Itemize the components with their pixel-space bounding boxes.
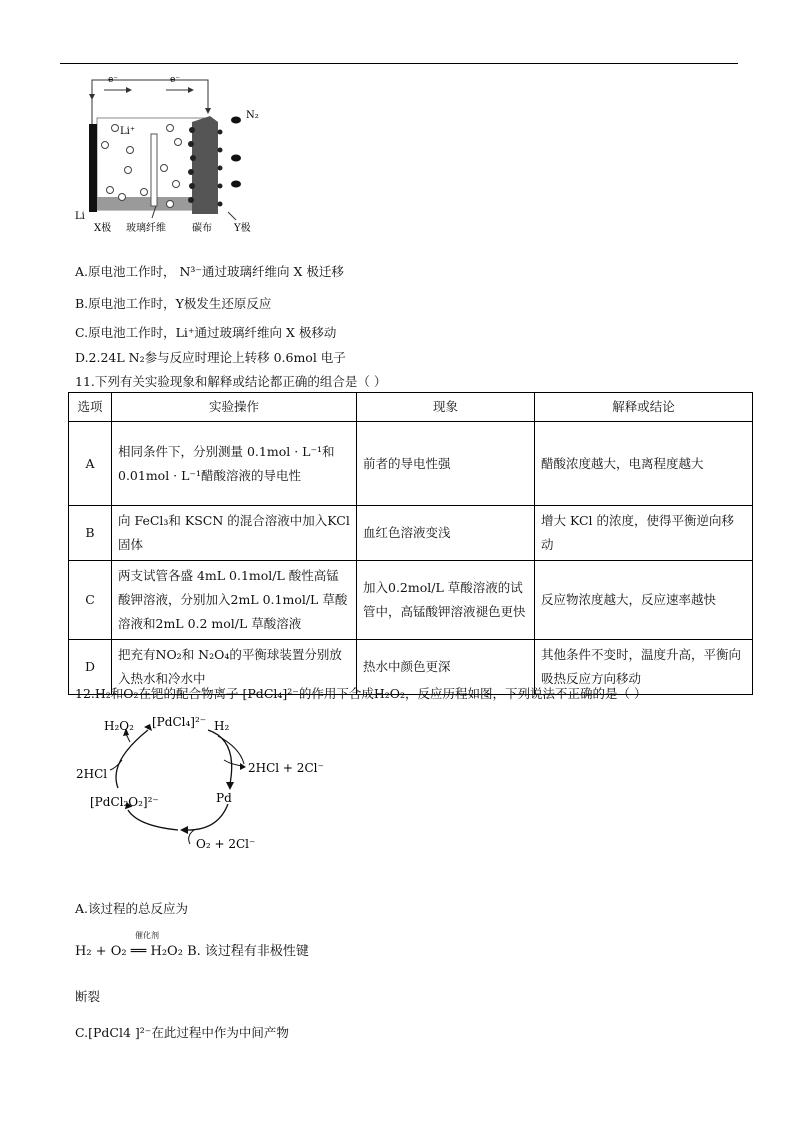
pdcl4-label: [PdCl₄]²⁻ — [152, 715, 207, 729]
carbon-cloth — [192, 116, 218, 214]
battery-diagram — [70, 72, 270, 237]
row-operation: 相同条件下，分别测量 0.1mol · L⁻¹和 0.01mol · L⁻¹醋酸溶液的导电性 — [112, 422, 357, 506]
electron-label-left: e⁻ — [108, 75, 119, 85]
row-option: B — [69, 506, 112, 561]
header-rule — [60, 63, 738, 64]
row-phenomenon: 加入0.2mol/L 草酸溶液的试管中，高锰酸钾溶液褪色更快 — [357, 561, 535, 640]
row-phenomenon: 血红色溶液变浅 — [357, 506, 535, 561]
row-phenomenon: 前者的导电性强 — [357, 422, 535, 506]
header-option: 选项 — [69, 393, 112, 422]
li-electrode — [89, 124, 97, 212]
row-conclusion: 其他条件不变时，温度升高，平衡向吸热反应方向移动 — [535, 640, 753, 695]
table-row — [69, 422, 753, 506]
row-conclusion: 醋酸浓度越大，电离程度越大 — [535, 422, 753, 506]
row-operation: 两支试管各盛 4mL 0.1mol/L 酸性高锰酸钾溶液，分别加入2mL 0.1mol/L 草酸溶液和2mL 0.2 mol/L 草酸溶液 — [112, 561, 357, 640]
row-operation: 向 FeCl₃和 KSCN 的混合溶液中加入KCl固体 — [112, 506, 357, 561]
glass-fiber — [151, 134, 157, 206]
h2o2-label: H₂O₂ — [104, 719, 134, 733]
q10-option-b: B.原电池工作时，Y极发生还原反应 — [75, 296, 272, 311]
q12-option-b: B. 该过程有非极性键 — [187, 944, 309, 959]
table-header-row — [69, 393, 753, 422]
q11-table — [68, 392, 753, 695]
header-conclusion: 解释或结论 — [535, 393, 753, 422]
row-operation: 把充有NO₂和 N₂O₄的平衡球装置分别放入热水和冷水中 — [112, 640, 357, 695]
q12-option-a: A.该过程的总反应为 — [75, 901, 189, 916]
n2-label: N₂ — [246, 110, 259, 121]
row-option: C — [69, 561, 112, 640]
q11-stem: 11.下列有关实验现象和解释或结论都正确的组合是（ ） — [75, 374, 387, 389]
glass-fiber-label: 玻璃纤维 — [126, 223, 166, 234]
o2-in-label: O₂ + 2Cl⁻ — [196, 837, 256, 851]
q10-option-a: A.原电池工作时， N³⁻通过玻璃纤维向 X 极迁移 — [75, 264, 344, 279]
q12-equation-row — [75, 931, 309, 959]
header-operation: 实验操作 — [112, 393, 357, 422]
row-option: D — [69, 640, 112, 695]
total-equation: H₂ + O₂ ══ H₂O₂ — [75, 944, 183, 959]
reaction-cycle-diagram — [68, 712, 328, 862]
q12-option-c: C.[PdCl4 ]²⁻在此过程中作为中间产物 — [75, 1025, 289, 1040]
q12-stem: 12.H₂和O₂在钯的配合物离子 [PdCl₄]²⁻的作用下合成H₂O₂，反应历程如图，下列说法不正确的是（ ） — [75, 686, 647, 701]
q10-option-d: D.2.24L N₂参与反应时理论上转移 0.6mol 电子 — [75, 350, 346, 365]
table-row — [69, 561, 753, 640]
q10-option-c: C.原电池工作时，Li⁺通过玻璃纤维向 X 极移动 — [75, 325, 337, 340]
carbon-cloth-label: 碳布 — [192, 223, 212, 234]
header-phenomenon: 现象 — [357, 393, 535, 422]
electron-label-right: e⁻ — [170, 75, 181, 85]
catalyst-label: 催化剂 — [135, 931, 159, 940]
row-phenomenon: 热水中颜色更深 — [357, 640, 535, 695]
hcl-out-label: 2HCl + 2Cl⁻ — [248, 761, 324, 775]
q12-option-b-cont: 断裂 — [75, 989, 101, 1004]
row-option: A — [69, 422, 112, 506]
row-conclusion: 反应物浓度越大，反应速率越快 — [535, 561, 753, 640]
li-label: Li — [75, 211, 85, 222]
row-conclusion: 增大 KCl 的浓度，使得平衡逆向移动 — [535, 506, 753, 561]
li-ion-label: Li⁺ — [120, 126, 136, 137]
pdcl2o2-label: [PdCl₂O₂]²⁻ — [90, 795, 159, 809]
y-pole-label: Y极 — [234, 223, 251, 234]
table-row — [69, 506, 753, 561]
pd-label: Pd — [216, 791, 232, 805]
hcl-in-label: 2HCl — [76, 767, 108, 781]
h2-label: H₂ — [214, 719, 230, 733]
x-pole-label: X极 — [94, 223, 112, 234]
